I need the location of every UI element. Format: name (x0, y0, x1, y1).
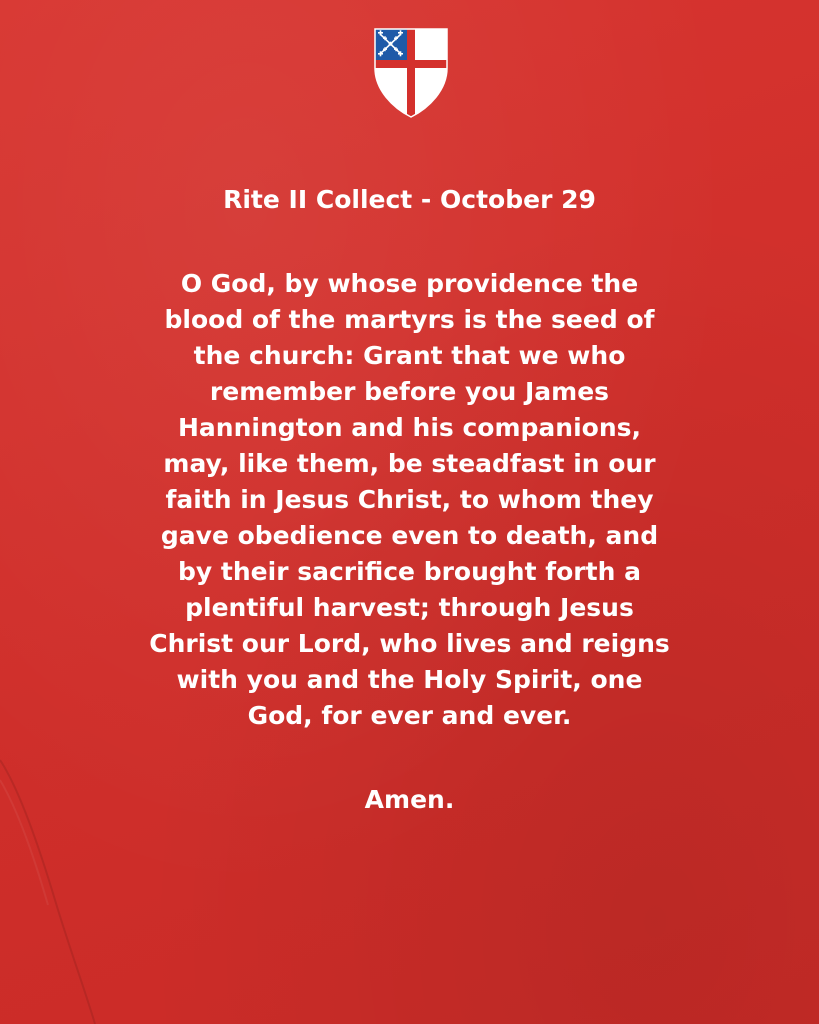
collect-card (120, 178, 699, 818)
prayer-line: with you and the Holy Spirit, one (176, 665, 643, 694)
collect-prayer (120, 266, 699, 734)
prayer-line: O God, by whose providence the (180, 269, 639, 298)
prayer-line: gave obedience even to death, and (160, 521, 659, 550)
prayer-line: remember before you James (209, 377, 610, 406)
prayer-line: the church: Grant that we who (193, 341, 626, 370)
prayer-line: may, like them, be steadfast in our (163, 449, 656, 478)
prayer-line: faith in Jesus Christ, to whom they (165, 485, 654, 514)
prayer-line: God, for ever and ever. (247, 701, 572, 730)
prayer-line: Christ our Lord, who lives and reigns (149, 629, 670, 658)
collect-title: Rite II Collect - October 29 (223, 185, 596, 214)
closing-amen: Amen. (364, 785, 455, 814)
prayer-line: Hannington and his companions, (177, 413, 642, 442)
episcopal-shield-icon (374, 28, 448, 118)
prayer-line: plentiful harvest; through Jesus (185, 593, 634, 622)
prayer-line: by their sacrifice brought forth a (178, 557, 641, 586)
prayer-line: blood of the martyrs is the seed of (164, 305, 655, 334)
